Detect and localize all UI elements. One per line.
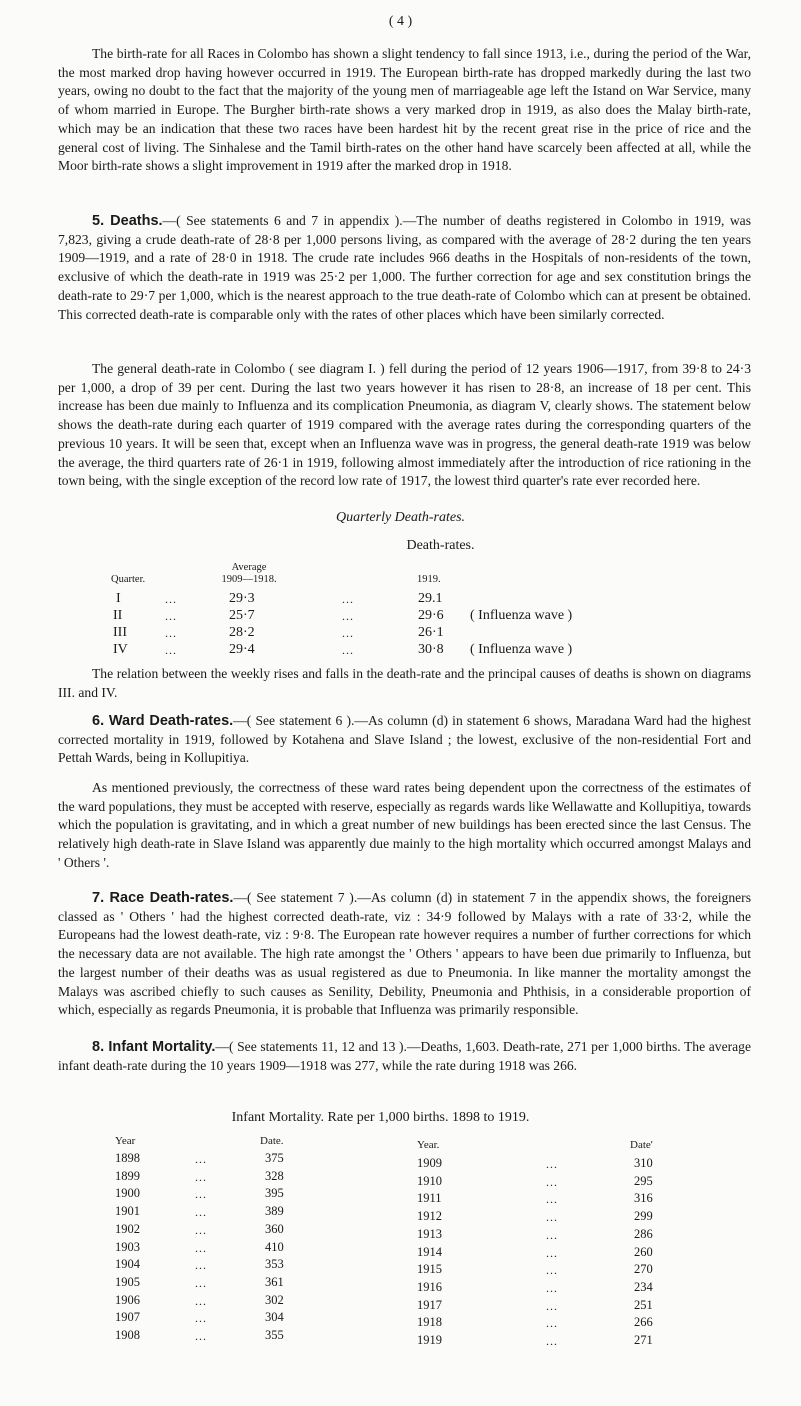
infant-year: 1908 (115, 1328, 140, 1342)
infant-year: 1914 (417, 1244, 442, 1259)
infant-year: 1905 (115, 1274, 140, 1289)
infant-year: 1910 (417, 1173, 442, 1188)
section-8-text: —( See statements 11, 12 and 13 ).—Deaths, 1,603. Death-rate, 271 per 1,000 births. The average infant death-rate during the 10 years 1909—1918 was 277, while the rate during 1918 was 266. (58, 1039, 751, 1073)
infant-rate: 410 (265, 1239, 284, 1254)
infant-year: 1902 (115, 1221, 140, 1236)
leader-dots: ... (546, 1298, 558, 1313)
leader-dots: ... (546, 1316, 558, 1331)
section-5-deaths (58, 212, 751, 324)
leader-dots: ... (195, 1205, 207, 1220)
leader-dots: ... (165, 626, 177, 640)
quarterly-col-average-1: Average (231, 562, 267, 573)
infant-rate: 266 (634, 1315, 653, 1330)
leader-dots: ... (195, 1311, 207, 1326)
infant-mortality-title: Infant Mortality. Rate per 1,000 births. 1898 to 1919. (231, 1110, 530, 1125)
quarter-average: 29·3 (229, 591, 255, 606)
leader-dots: ... (195, 1169, 207, 1184)
quarter-note: ( Influenza wave ) (470, 608, 573, 623)
leader-dots: ... (342, 643, 354, 657)
infant-year: 1900 (115, 1186, 140, 1201)
quarter-1919: 29·6 (418, 608, 444, 623)
leader-dots: ... (342, 626, 354, 640)
leader-dots: ... (195, 1258, 207, 1273)
leader-dots: ... (546, 1280, 558, 1295)
infant-year: 1901 (115, 1204, 140, 1219)
leader-dots: ... (342, 592, 354, 606)
leader-dots: ... (546, 1227, 558, 1242)
section-7-race-death-rates (58, 889, 751, 1020)
section-5-heading: 5. Deaths. (92, 213, 163, 229)
infant-rate: 302 (265, 1292, 284, 1307)
infant-rate: 360 (265, 1221, 284, 1236)
infant-year: 1904 (115, 1257, 140, 1272)
infant-rate: 299 (634, 1209, 653, 1224)
infant-rate: 389 (265, 1204, 284, 1219)
section-7-heading: 7. Race Death-rates. (92, 890, 234, 906)
infant-year: 1899 (115, 1168, 140, 1183)
infant-rate: 395 (265, 1186, 284, 1201)
paragraph-birth-rate: The birth-rate for all Races in Colombo has shown a slight tendency to fall since 1913, i.e., during the period of the War, the most marked drop having however occurred in 1919. The European birth-rate has dropped markedly during the last two years, owing no doubt to the fact that the majority of the young men of marriageable age left the Istand on War Service, many of whom married in Europe. The Burgher birth-rate shows a very marked drop in 1919, as also does the Malay birth-rate, which may be an indication that these two races have been hardest hit by the recent great rise in the price of rice and the general cost of living. The Sinhalese and the Tamil birth-rates on the other hand have scarcely been affected at all, while the Moor birth-rate shows a slight improvement in 1919 after the marked drop in 1918. (58, 46, 751, 174)
page-number: ( 4 ) (388, 14, 413, 29)
quarter-average: 29·4 (229, 642, 255, 657)
quarter-average: 25·7 (229, 608, 255, 623)
leader-dots: ... (165, 643, 177, 657)
infant-year: 1915 (417, 1262, 442, 1277)
leader-dots: ... (342, 609, 354, 623)
quarter-1919: 29.1 (418, 591, 443, 606)
infant-year: 1909 (417, 1156, 442, 1170)
paragraph-ward-rates-reserve: As mentioned previously, the correctness of these ward rates being dependent upon the correctness of the estimates of the ward populations, they must be accepted with reserve, especially as regards wards like Wellawatte and Kollupitiya, towards which the population is gravitating, and in which a great number of new buildings has been erected since the last Census. The relatively high death-rate in Slave Island was apparently due mainly to the high mortality which occurred amongst Malays and ' Others '. (58, 780, 751, 870)
infant-rate: 286 (634, 1226, 653, 1241)
leader-dots: ... (195, 1187, 207, 1202)
infant-rate: 234 (634, 1279, 653, 1294)
infant-rate: 251 (634, 1297, 653, 1312)
leader-dots: ... (546, 1263, 558, 1278)
infant-year: 1906 (115, 1292, 140, 1307)
infant-header-date-left: Date. (260, 1135, 284, 1147)
leader-dots: ... (165, 592, 177, 606)
quarterly-col-average (209, 562, 289, 586)
leader-dots: ... (195, 1240, 207, 1255)
infant-year: 1919 (417, 1333, 442, 1347)
leader-dots: ... (546, 1157, 558, 1171)
paragraph-general-death-rate: The general death-rate in Colombo ( see diagram I. ) fell during the period of 12 years 1906—1917, from 39·8 to 24·3 per 1,000, a drop of 39 per cent. During the last two years however it has risen to 28·8, an increase of 18 per cent. This increase has been due mainly to Influenza and its complication Pneumonia, as diagram V, clearly shows. The statement below shows the death-rate during each quarter of 1919 compared with the average rates during the corresponding quarters of the previous 10 years. It will be seen that, except when an Influenza wave was in progress, the general death-rate 1919 was below the average, the third quarters rate of 26·1 in 1919, following almost immediately after the introduction of rice rationing in the town being, with the single exception of the record low rate of 1917, the lowest third quarter's rate ever recorded here. (58, 361, 751, 489)
infant-year: 1916 (417, 1279, 442, 1294)
infant-rate: 316 (634, 1191, 653, 1206)
infant-year: 1911 (417, 1191, 442, 1206)
infant-header-year-left: Year (115, 1135, 136, 1147)
leader-dots: ... (546, 1210, 558, 1225)
infant-header-year-right: Year. (417, 1139, 440, 1151)
quarter-average: 28·2 (229, 625, 255, 640)
infant-rate: 328 (265, 1168, 284, 1183)
infant-rate: 361 (265, 1274, 284, 1289)
quarter-1919: 26·1 (418, 625, 444, 640)
leader-dots: ... (195, 1275, 207, 1290)
section-6-heading: 6. Ward Death-rates. (92, 713, 234, 729)
quarterly-title: Quarterly Death-rates. (335, 510, 466, 525)
section-7-text: —( See statement 7 ).—As column (d) in statement 7 in the appendix shows, the foreigners classed as ' Others ' had the highest corrected death-rate, viz : 34·9 followed by Malays with a rate of 33·2, while the Europeans had the lowest death-rate, viz : 9·8. The European rate however requires a number of further corrections for which the necessary data are not available. The high rate amongst the ' Others ' appears to have been due primarily to Influenza, but the largest number of their deaths was as usual registered as due to Pneumonia. In like manner the mortality amongst the Malays was ascribed chiefly to such causes as Senility, Debility, Pneumonia and Phthisis, in a considerable proportion of which, especially as regards Pneumonia, it is probable that Influenza was primarily responsible. (58, 890, 751, 1018)
infant-rate: 375 (265, 1151, 284, 1165)
leader-dots: ... (546, 1334, 558, 1348)
leader-dots: ... (165, 609, 177, 623)
infant-year: 1912 (417, 1209, 442, 1224)
paragraph-relation: The relation between the weekly rises and falls in the death-rate and the principal causes of deaths is shown on diagrams III. and IV. (58, 666, 751, 700)
infant-year: 1907 (115, 1310, 140, 1325)
infant-year: 1898 (115, 1151, 140, 1165)
section-6-ward-death-rates (58, 712, 751, 768)
quarter-label: III (113, 625, 127, 640)
infant-year: 1918 (417, 1315, 442, 1330)
leader-dots: ... (546, 1245, 558, 1260)
quarter-label: IV (113, 642, 128, 657)
leader-dots: ... (546, 1192, 558, 1207)
section-6-text: —( See statement 6 ).—As column (d) in statement 6 shows, Maradana Ward had the highest corrected mortality in 1919, followed by Kotahena and Slave Island ; the lowest, exclusive of the non-residential Fort and Pettah Wards, being in Kollupitiya. (58, 713, 751, 766)
quarterly-subtitle: Death-rates. (406, 538, 475, 553)
quarter-label: II (113, 608, 123, 623)
infant-rate: 270 (634, 1262, 653, 1277)
infant-year: 1913 (417, 1226, 442, 1241)
leader-dots: ... (195, 1152, 207, 1166)
quarterly-col-1919: 1919. (417, 574, 441, 585)
infant-rate: 260 (634, 1244, 653, 1259)
quarter-label: I (116, 591, 121, 606)
infant-rate: 355 (265, 1328, 284, 1342)
leader-dots: ... (195, 1293, 207, 1308)
quarter-1919: 30·8 (418, 642, 444, 657)
leader-dots: ... (195, 1222, 207, 1237)
leader-dots: ... (195, 1329, 207, 1343)
section-5-text: —( See statements 6 and 7 in appendix ).—The number of deaths registered in Colombo in 1919, was 7,823, giving a crude death-rate of 28·8 per 1,000 persons living, as compared with the average of 28·2 during the ten years 1909—1919, and a rate of 28·0 in 1918. The crude rate includes 966 deaths in the Hospitals of non-residents of the town, exclusive of which the death-rate in 1919 was 25·2 per 1,000. The further correction for age and sex constitution brings the death-rate to 29·7 per 1,000, which is the nearest approach to the true death-rate of Colombo which can at present be obtained. This corrected death-rate is comparable only with the rates of other places which have been similarly corrected. (58, 213, 752, 322)
quarterly-col-average-2: 1909—1918. (221, 574, 277, 585)
section-8-heading: 8. Infant Mortality. (92, 1039, 216, 1055)
section-8-infant-mortality (58, 1038, 751, 1075)
quarterly-col-quarter: Quarter. (111, 574, 146, 585)
infant-rate: 304 (265, 1310, 284, 1325)
infant-header-date-right: Date' (630, 1139, 653, 1151)
infant-year: 1917 (417, 1297, 442, 1312)
infant-rate: 295 (634, 1173, 653, 1188)
infant-rate: 353 (265, 1257, 284, 1272)
infant-rate: 310 (634, 1156, 653, 1170)
leader-dots: ... (546, 1174, 558, 1189)
infant-rate: 271 (634, 1333, 653, 1347)
quarter-note: ( Influenza wave ) (470, 642, 573, 657)
infant-year: 1903 (115, 1239, 140, 1254)
